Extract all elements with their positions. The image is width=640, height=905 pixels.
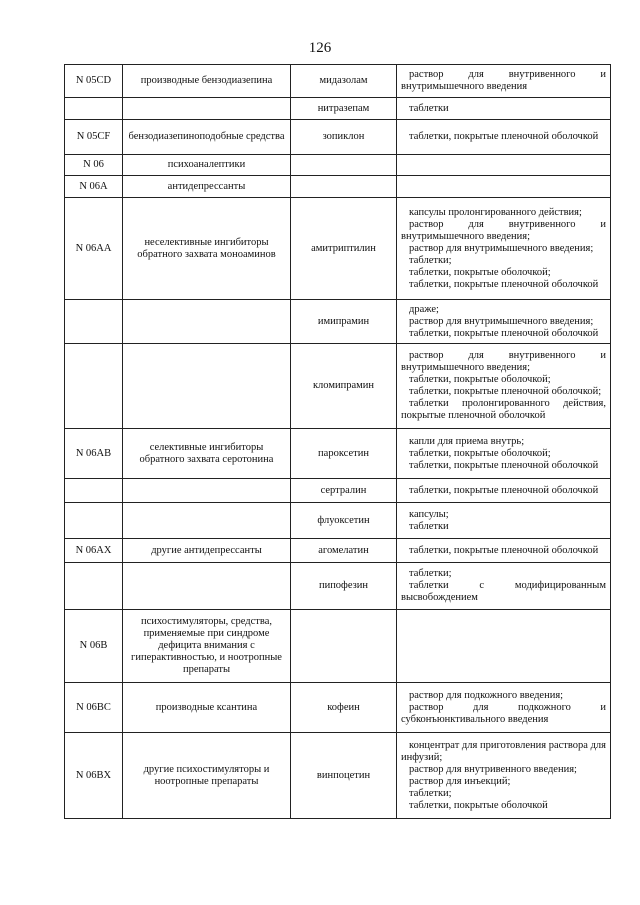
atc-group-cell: неселективные ингибиторы обратного захвата моноаминов xyxy=(123,198,291,300)
table-row xyxy=(65,429,611,479)
table-row xyxy=(65,155,611,176)
dosage-form-item: таблетки пролонгированного действия, покрытые пленочной оболочкой xyxy=(401,398,606,421)
atc-group-cell: другие психостимуляторы и ноотропные препараты xyxy=(123,733,291,819)
dosage-form-cell xyxy=(397,733,611,819)
dosage-form-item: раствор для внутривенного введения; xyxy=(409,763,577,775)
atc-group-cell: другие антидепрессанты xyxy=(123,539,291,563)
dosage-form-item: таблетки; xyxy=(409,254,452,266)
drug-name-cell: кломипрамин xyxy=(291,344,397,429)
atc-group-cell: бензодиазепиноподобные средства xyxy=(123,120,291,155)
table-row xyxy=(65,610,611,683)
atc-code-cell xyxy=(65,503,123,539)
dosage-form-cell xyxy=(397,503,611,539)
atc-group-cell xyxy=(123,479,291,503)
dosage-form-item: таблетки, покрытые оболочкой; xyxy=(409,266,551,278)
table-row xyxy=(65,539,611,563)
atc-group-cell xyxy=(123,300,291,344)
drug-name-cell: сертралин xyxy=(291,479,397,503)
dosage-form-item: капсулы; xyxy=(409,508,449,520)
dosage-form-item: таблетки, покрытые пленочной оболочкой xyxy=(409,484,599,496)
table-row xyxy=(65,683,611,733)
atc-code-cell: N 06AX xyxy=(65,539,123,563)
drug-name-cell: агомелатин xyxy=(291,539,397,563)
atc-group-cell: психостимуляторы, средства, применяемые при синдроме дефицита внимания с гиперактивностью, и ноотропные препараты xyxy=(123,610,291,683)
drug-name-cell: амитриптилин xyxy=(291,198,397,300)
dosage-form-item: таблетки, покрытые пленочной оболочкой xyxy=(409,327,599,339)
atc-code-cell: N 06 xyxy=(65,155,123,176)
atc-code-cell: N 06AA xyxy=(65,198,123,300)
atc-code-cell: N 06BC xyxy=(65,683,123,733)
dosage-form-item: таблетки, покрытые оболочкой xyxy=(409,799,548,811)
atc-code-cell xyxy=(65,300,123,344)
drug-name-cell xyxy=(291,610,397,683)
drug-name-cell: мидазолам xyxy=(291,65,397,98)
page-number: 126 xyxy=(308,40,332,56)
dosage-form-cell xyxy=(397,98,611,120)
table-row xyxy=(65,300,611,344)
dosage-form-cell xyxy=(397,344,611,429)
atc-code-cell xyxy=(65,98,123,120)
atc-group-cell xyxy=(123,503,291,539)
dosage-form-cell xyxy=(397,479,611,503)
atc-code-cell: N 06AB xyxy=(65,429,123,479)
table-row xyxy=(65,344,611,429)
dosage-form-cell xyxy=(397,198,611,300)
drug-name-cell: флуоксетин xyxy=(291,503,397,539)
atc-group-cell: антидепрессанты xyxy=(123,176,291,198)
dosage-form-cell xyxy=(397,300,611,344)
drug-name-cell: нитразепам xyxy=(291,98,397,120)
dosage-form-item: таблетки, покрытые пленочной оболочкой; xyxy=(409,386,602,397)
table-row xyxy=(65,98,611,120)
dosage-form-cell xyxy=(397,176,611,198)
dosage-form-item: раствор для подкожного и субконъюнктивального введения xyxy=(401,701,606,725)
drug-name-cell: пароксетин xyxy=(291,429,397,479)
dosage-form-item: таблетки, покрытые пленочной оболочкой xyxy=(409,131,599,142)
dosage-form-cell xyxy=(397,429,611,479)
dosage-form-item: таблетки, покрытые пленочной оболочкой xyxy=(409,544,599,556)
atc-group-cell: психоаналептики xyxy=(123,155,291,176)
atc-code-cell: N 05CD xyxy=(65,65,123,98)
atc-code-cell xyxy=(65,479,123,503)
atc-group-cell xyxy=(123,563,291,610)
atc-group-cell xyxy=(123,344,291,429)
dosage-form-cell xyxy=(397,610,611,683)
table-row xyxy=(65,563,611,610)
drug-name-cell: кофеин xyxy=(291,683,397,733)
dosage-form-item: раствор для внутримышечного введения; xyxy=(409,242,594,254)
dosage-form-item: таблетки, покрытые пленочной оболочкой xyxy=(409,459,599,471)
dosage-form-item: раствор для инъекций; xyxy=(409,775,511,787)
dosage-form-item: таблетки, покрытые оболочкой; xyxy=(409,374,551,385)
atc-group-cell: производные ксантина xyxy=(123,683,291,733)
drug-name-cell: зопиклон xyxy=(291,120,397,155)
dosage-form-item: таблетки, покрытые пленочной оболочкой xyxy=(409,278,599,290)
dosage-form-item: раствор для подкожного введения; xyxy=(409,689,564,701)
dosage-form-cell xyxy=(397,683,611,733)
dosage-form-cell xyxy=(397,539,611,563)
atc-code-cell: N 06B xyxy=(65,610,123,683)
dosage-form-item: раствор для внутривенного и внутримышечного введения; xyxy=(401,350,606,373)
dosage-form-item: таблетки xyxy=(409,520,449,532)
drug-table xyxy=(64,64,611,819)
atc-code-cell: N 06A xyxy=(65,176,123,198)
dosage-form-item: раствор для внутримышечного введения; xyxy=(409,315,594,327)
atc-code-cell: N 06BX xyxy=(65,733,123,819)
table-row xyxy=(65,198,611,300)
drug-name-cell: пипофезин xyxy=(291,563,397,610)
dosage-form-cell xyxy=(397,563,611,610)
atc-group-cell: производные бензодиазепина xyxy=(123,65,291,98)
atc-code-cell: N 05CF xyxy=(65,120,123,155)
table-row xyxy=(65,479,611,503)
dosage-form-item: таблетки, покрытые оболочкой; xyxy=(409,447,551,459)
drug-table-body xyxy=(65,65,611,819)
table-row xyxy=(65,503,611,539)
atc-code-cell xyxy=(65,344,123,429)
table-row xyxy=(65,120,611,155)
dosage-form-cell xyxy=(397,120,611,155)
dosage-form-item: раствор для внутривенного и внутримышечного введения xyxy=(401,69,606,92)
drug-name-cell xyxy=(291,176,397,198)
table-row xyxy=(65,733,611,819)
dosage-form-cell xyxy=(397,65,611,98)
dosage-form-item: таблетки xyxy=(409,102,449,114)
table-row xyxy=(65,176,611,198)
dosage-form-item: капсулы пролонгированного действия; xyxy=(409,206,582,218)
drug-name-cell: винпоцетин xyxy=(291,733,397,819)
dosage-form-item: драже; xyxy=(409,303,439,315)
dosage-form-item: таблетки с модифицированным высвобождением xyxy=(401,580,606,603)
atc-group-cell: селективные ингибиторы обратного захвата серотонина xyxy=(123,429,291,479)
atc-code-cell xyxy=(65,563,123,610)
dosage-form-item: таблетки; xyxy=(409,568,452,579)
dosage-form-item: концентрат для приготовления раствора для инфузий; xyxy=(401,739,606,763)
dosage-form-item: таблетки; xyxy=(409,787,452,799)
drug-name-cell: имипрамин xyxy=(291,300,397,344)
table-row xyxy=(65,65,611,98)
dosage-form-item: капли для приема внутрь; xyxy=(409,435,525,447)
dosage-form-item: раствор для внутривенного и внутримышечного введения; xyxy=(401,218,606,242)
dosage-form-cell xyxy=(397,155,611,176)
drug-name-cell xyxy=(291,155,397,176)
atc-group-cell xyxy=(123,98,291,120)
